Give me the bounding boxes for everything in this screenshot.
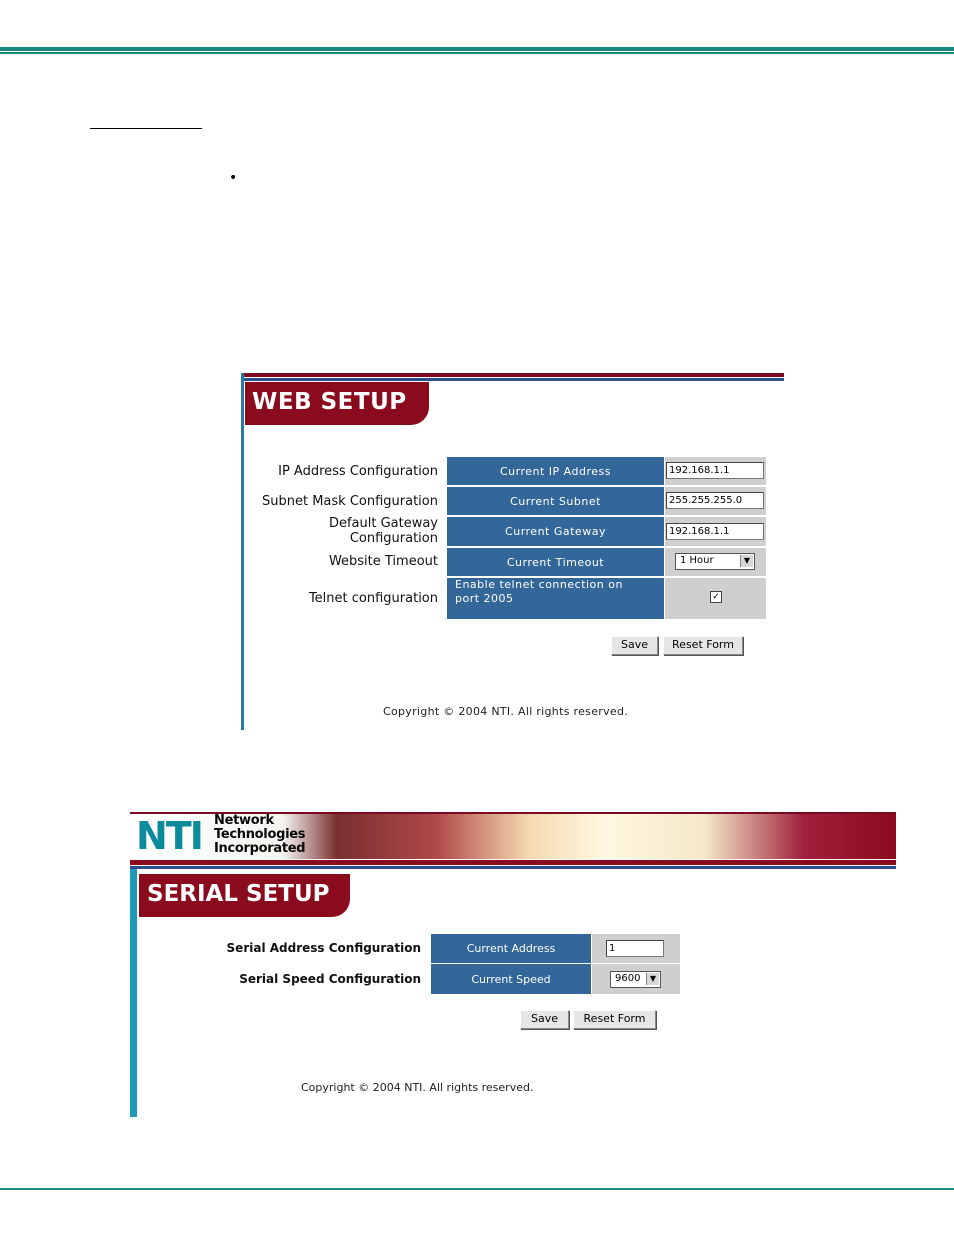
banner-bottom-rule (130, 860, 896, 865)
telnet-header-line2: port 2005 (455, 592, 514, 605)
banner-bottom-rule-blue (130, 866, 896, 869)
header-rule-thick (0, 47, 954, 51)
telnet-config-label: Telnet configuration (308, 591, 438, 606)
web-setup-title-tab (245, 382, 429, 425)
logo-line2: Technologies (214, 827, 306, 842)
timeout-select[interactable] (675, 553, 755, 570)
logo-line1: Network (214, 813, 274, 828)
serial-address-label: Serial Address Configuration (226, 941, 421, 955)
telnet-checkbox[interactable] (710, 591, 722, 603)
web-setup-panel (241, 373, 784, 730)
panel-top-rule-blue (241, 378, 784, 381)
default-gateway-label-line2: Configuration (349, 531, 438, 546)
serial-save-button[interactable]: Save (520, 1010, 569, 1029)
panel-left-rule (241, 373, 244, 730)
serial-left-rule (130, 869, 137, 1117)
default-gateway-label (329, 516, 438, 546)
serial-address-input[interactable] (606, 940, 664, 957)
check-icon: ✓ (712, 592, 720, 602)
telnet-header (447, 578, 664, 619)
copyright: Copyright © 2004 NTI. All rights reserved. (383, 705, 629, 718)
chevron-down-icon: ▼ (646, 973, 659, 985)
current-timeout-header: Current Timeout (447, 548, 664, 576)
speed-selected: 9600 (615, 973, 641, 984)
default-gateway-label-line1: Default Gateway (328, 516, 438, 531)
bullet: • (229, 170, 238, 186)
heading-underline (90, 128, 202, 129)
serial-setup-title: SERIAL SETUP (147, 881, 330, 907)
footer-rule (0, 1188, 954, 1190)
web-setup-title: WEB SETUP (252, 389, 407, 415)
save-button[interactable]: Save (611, 636, 658, 655)
current-address-header: Current Address (431, 934, 591, 963)
serial-speed-label: Serial Speed Configuration (239, 972, 421, 986)
current-speed-header: Current Speed (431, 964, 591, 994)
serial-setup-title-tab (139, 874, 350, 917)
serial-speed-select[interactable] (610, 971, 661, 988)
serial-copyright: Copyright © 2004 NTI. All rights reserved. (301, 1081, 534, 1094)
telnet-header-line1: Enable telnet connection on (455, 578, 623, 591)
ip-address-input[interactable] (666, 462, 764, 479)
serial-reset-form-button[interactable]: Reset Form (573, 1010, 656, 1029)
gateway-input[interactable] (666, 523, 764, 540)
panel-top-rule (241, 373, 784, 377)
current-subnet-header: Current Subnet (447, 487, 664, 515)
website-timeout-label: Website Timeout (328, 554, 438, 569)
nti-logo: NTI (136, 814, 202, 858)
subnet-mask-label: Subnet Mask Configuration (262, 494, 438, 509)
current-gateway-header: Current Gateway (447, 517, 664, 546)
header-rule-thin (0, 52, 954, 54)
ip-address-label: IP Address Configuration (278, 464, 438, 479)
logo-line3: Incorporated (214, 841, 306, 856)
reset-form-button[interactable]: Reset Form (663, 636, 743, 655)
chevron-down-icon: ▼ (740, 555, 753, 567)
nti-logo-text (214, 814, 305, 856)
timeout-selected: 1 Hour (680, 555, 714, 566)
serial-setup-panel (130, 812, 896, 1117)
current-ip-header: Current IP Address (447, 457, 664, 485)
subnet-mask-input[interactable] (666, 492, 764, 509)
